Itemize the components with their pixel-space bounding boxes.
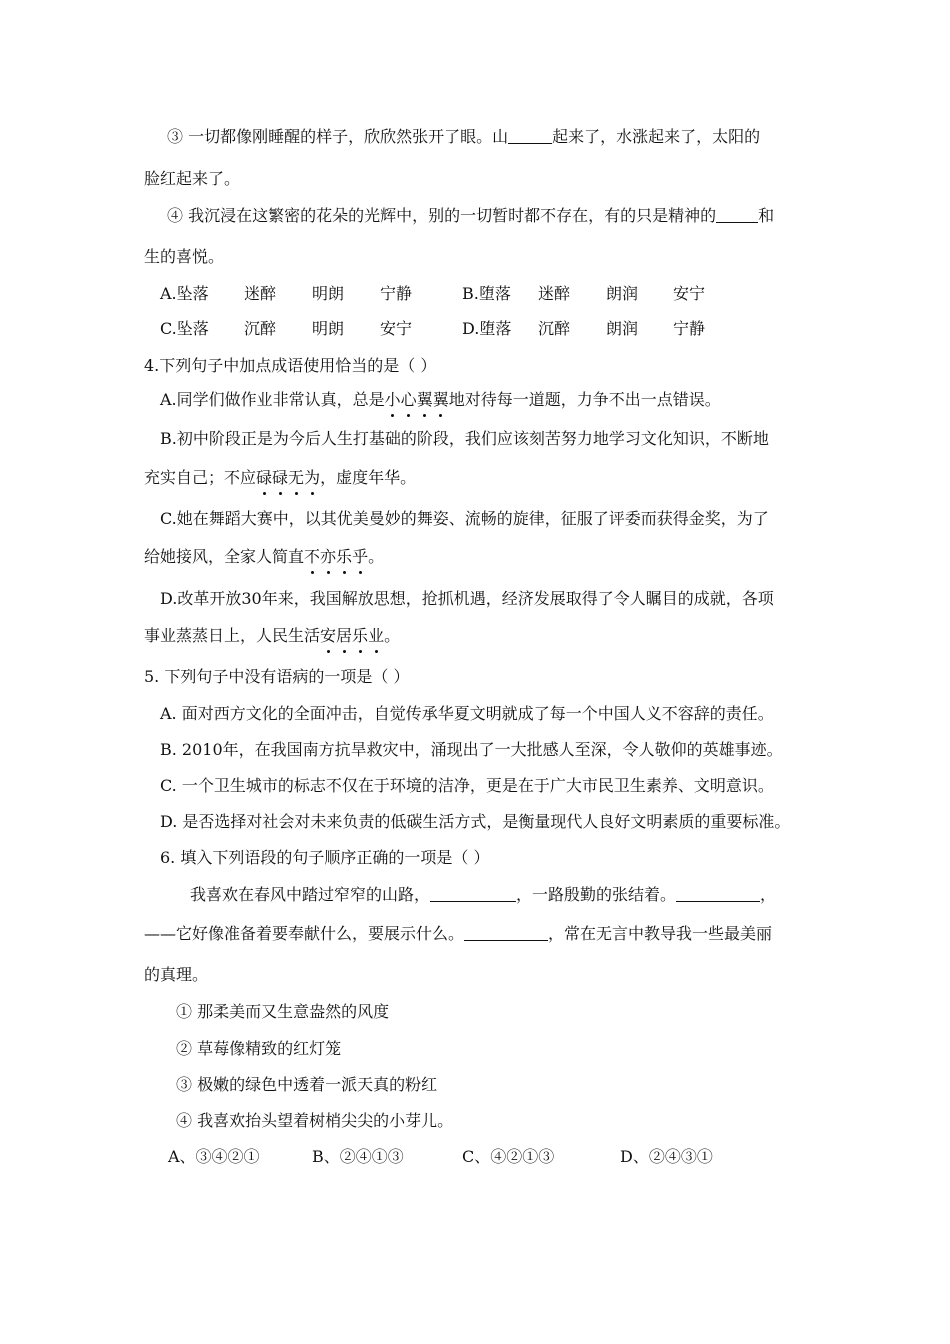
q4-c-post: 。	[368, 547, 385, 566]
q4-stem: 4.下列句子中加点成语使用恰当的是（ ）	[144, 356, 437, 375]
q6-p2-pre: ——它好像准备着要奉献什么，要展示什么。	[144, 924, 465, 943]
q6-p1-pre: 我喜欢在春风中踏过窄窄的山路，	[190, 885, 431, 904]
q4-b-post: ，虚度年华。	[320, 468, 417, 487]
q4-a-idiom	[385, 390, 449, 409]
q6-p1-post: ，	[760, 885, 777, 904]
dotted-char: 乎	[352, 547, 369, 566]
q6-paragraph-line1	[190, 884, 776, 906]
q3-option-a-label: A.坠落	[160, 284, 209, 303]
q6-item-2: ② 草莓像精致的红灯笼	[176, 1039, 342, 1058]
q4-option-a	[160, 389, 721, 411]
q3-option-d-word2: 沉醉	[538, 319, 571, 338]
q5-option-a: A. 面对西方文化的全面冲击，自觉传承华夏文明就成了每一个中国人义不容辞的责任。	[160, 704, 774, 723]
dotted-char: 翼	[432, 390, 449, 409]
q3-option-b-word4: 安宁	[673, 284, 706, 303]
q5-stem: 5. 下列句子中没有语病的一项是（ ）	[144, 667, 410, 686]
q6-blank-2	[676, 885, 760, 902]
q4-option-d-line2	[144, 625, 400, 647]
q6-blank-1	[430, 885, 516, 902]
q4-option-d-line1: D.改革开放30年来，我国解放思想，抢抓机遇，经济发展取得了令人瞩目的成就，各项	[160, 589, 774, 608]
q3-s4-pre: ④ 我沉浸在这繁密的花朵的光辉中，别的一切暂时都不存在，有的只是精神的	[167, 206, 717, 225]
dotted-char: 碌	[272, 468, 289, 487]
q3-s4-post: 和	[758, 206, 775, 225]
q5-option-b: B. 2010年，在我国南方抗旱救灾中，涌现出了一大批感人至深，令人敬仰的英雄事迹。	[160, 740, 783, 759]
dotted-char: 小	[384, 390, 401, 409]
q4-b-idiom	[256, 468, 320, 487]
q3-option-a-word4: 宁静	[380, 284, 413, 303]
dotted-char: 无	[288, 468, 305, 487]
q3-option-c-word2: 沉醉	[244, 319, 277, 338]
q3-option-c-label: C.坠落	[160, 319, 209, 338]
q4-c-idiom	[304, 547, 368, 566]
q3-option-b-word3: 朗润	[606, 284, 639, 303]
q3-option-b-word2: 迷醉	[538, 284, 571, 303]
q3-option-d-word3: 朗润	[606, 319, 639, 338]
dotted-char: 乐	[352, 626, 369, 645]
q4-d-pre: 事业蒸蒸日上，人民生活	[144, 626, 321, 645]
q4-option-b-line2	[144, 467, 416, 489]
dotted-char: 碌	[256, 468, 273, 487]
q3-s3-pre: ③ 一切都像刚睡醒的样子，欣欣然张开了眼。山	[167, 127, 509, 146]
q4-option-c-line2	[144, 546, 384, 568]
q6-item-4: ④ 我喜欢抬头望着树梢尖尖的小芽儿。	[176, 1111, 454, 1130]
dotted-char: 心	[400, 390, 417, 409]
q3-option-c-word4: 安宁	[380, 319, 413, 338]
q3-option-d-label: D.堕落	[462, 319, 512, 338]
q4-d-post: 。	[384, 626, 401, 645]
q4-b-pre: 充实自己；不应	[144, 468, 257, 487]
dotted-char: 翼	[416, 390, 433, 409]
q3-s3-post: 起来了，水涨起来了，太阳的	[552, 127, 761, 146]
q3-s4-blank	[716, 206, 758, 223]
q3-s3-blank	[508, 127, 552, 144]
q4-a-pre: A.同学们做作业非常认真，总是	[160, 390, 385, 409]
q3-option-a-word3: 明朗	[312, 284, 345, 303]
q5-option-d: D. 是否选择对社会对未来负责的低碳生活方式，是衡量现代人良好文明素质的重要标准。	[160, 812, 791, 831]
dotted-char: 安	[320, 626, 337, 645]
q4-option-c-line1: C.她在舞蹈大赛中，以其优美曼妙的舞姿、流畅的旋律，征服了评委而获得金奖，为了	[160, 509, 769, 528]
q6-choice-b: B、②④①③	[312, 1147, 404, 1166]
dotted-char: 不	[304, 547, 321, 566]
q6-choice-a: A、③④②①	[168, 1147, 260, 1166]
q6-item-1: ① 那柔美而又生意盎然的风度	[176, 1002, 390, 1021]
q3-sentence4-line2: 生的喜悦。	[144, 247, 225, 266]
dotted-char: 乐	[336, 547, 353, 566]
q6-p2-post: ，常在无言中教导我一些最美丽	[548, 924, 773, 943]
q6-p1-mid: ，一路殷勤的张结着。	[516, 885, 677, 904]
q4-c-pre: 给她接风，全家人简直	[144, 547, 305, 566]
q4-a-post: 地对待每一道题，力争不出一点错误。	[448, 390, 721, 409]
dotted-char: 亦	[320, 547, 337, 566]
dotted-char: 居	[336, 626, 353, 645]
dotted-char: 为	[304, 468, 321, 487]
q6-blank-3	[464, 924, 548, 941]
q5-option-c: C. 一个卫生城市的标志不仅在于环境的洁净，更是在于广大市民卫生素养、文明意识。	[160, 776, 774, 795]
q3-option-c-word3: 明朗	[312, 319, 345, 338]
q3-option-a-word2: 迷醉	[244, 284, 277, 303]
q4-d-idiom	[320, 626, 384, 645]
q6-choice-d: D、②④③①	[620, 1147, 713, 1166]
q6-paragraph-line2	[144, 923, 772, 945]
q3-option-b-label: B.堕落	[462, 284, 511, 303]
q3-sentence3-line2: 脸红起来了。	[144, 169, 241, 188]
q6-stem: 6. 填入下列语段的句子顺序正确的一项是（ ）	[160, 848, 490, 867]
q4-option-b-line1: B.初中阶段正是为今后人生打基础的阶段，我们应该刻苦努力地学习文化知识，不断地	[160, 429, 769, 448]
q6-paragraph-line3: 的真理。	[144, 965, 209, 984]
q6-choice-c: C、④②①③	[462, 1147, 555, 1166]
dotted-char: 业	[368, 626, 385, 645]
q3-sentence3-line1	[167, 126, 760, 148]
q6-item-3: ③ 极嫩的绿色中透着一派天真的粉红	[176, 1075, 438, 1094]
q3-option-d-word4: 宁静	[673, 319, 706, 338]
q3-sentence4-line1	[167, 205, 774, 227]
